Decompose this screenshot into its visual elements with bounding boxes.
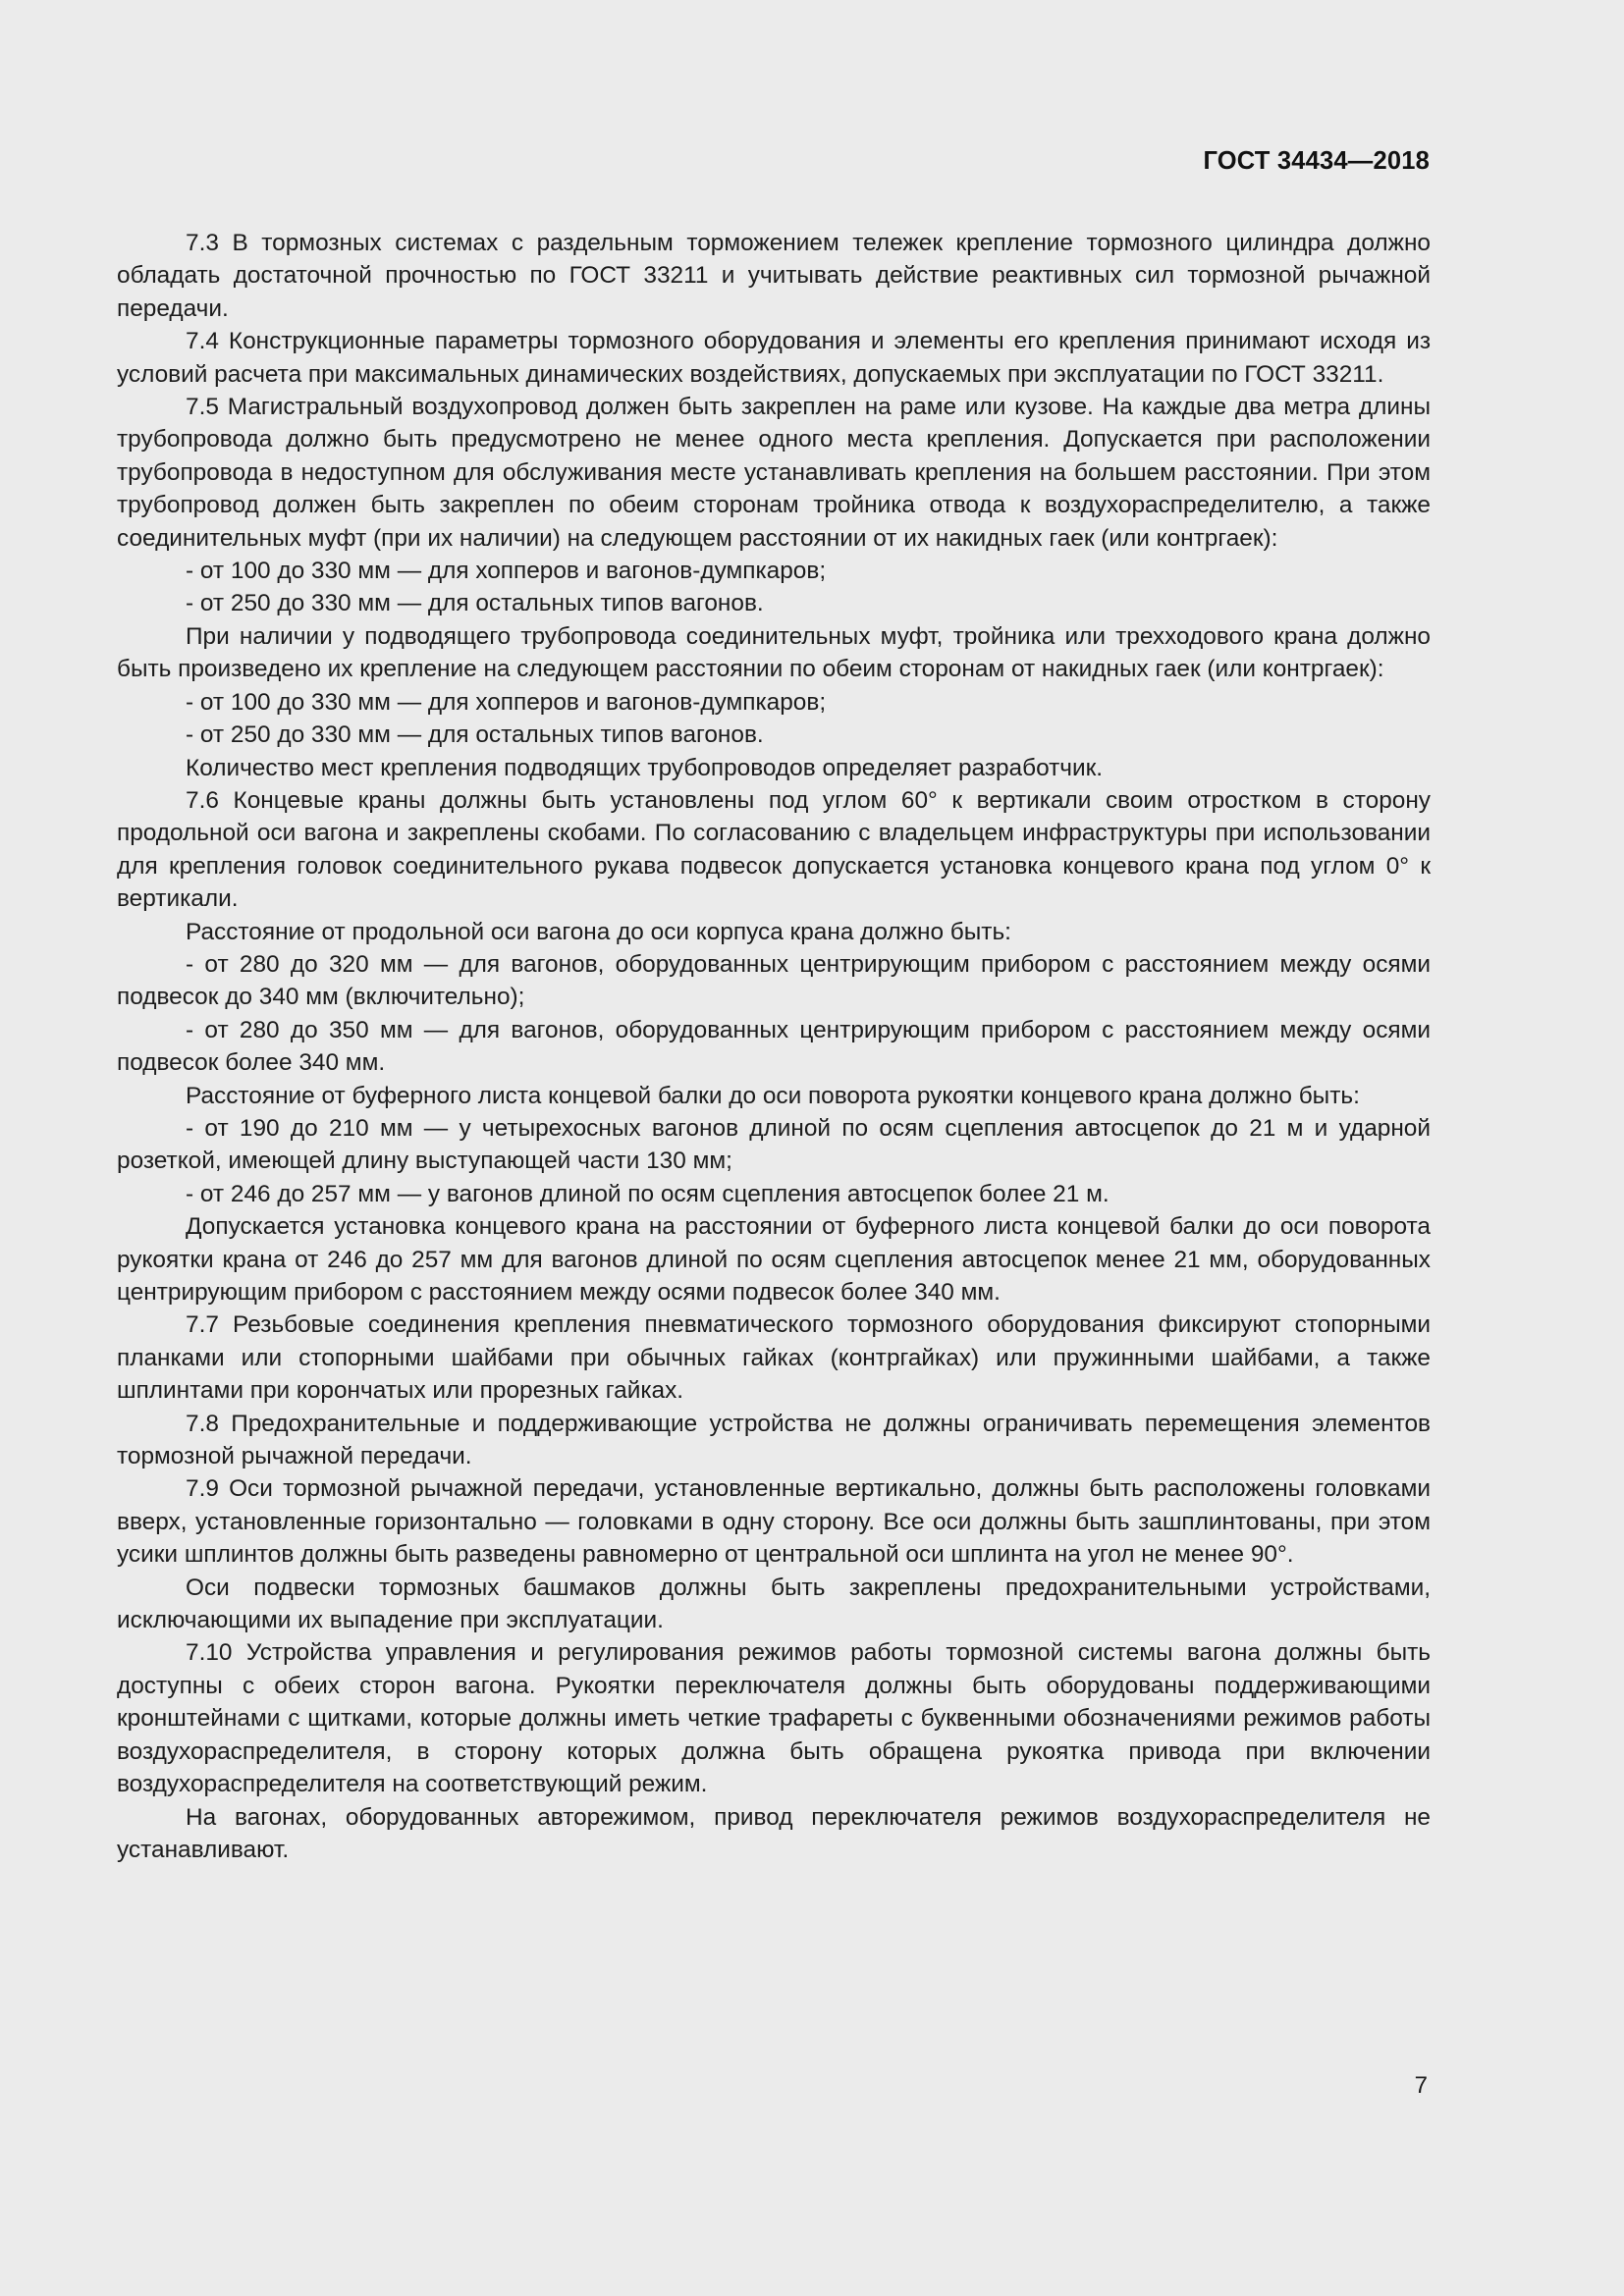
list-item: - от 280 до 320 мм — для вагонов, оборудованных центрирующим прибором с расстоянием между осями подвесок до 340 мм (включительно); [117,950,1431,1011]
paragraph: Расстояние от продольной оси вагона до оси корпуса крана должно быть: [186,918,1011,945]
list-item: - от 280 до 350 мм — для вагонов, оборудованных центрирующим прибором с расстоянием между осями подвесок более 340 мм. [117,1016,1431,1077]
paragraph: Количество мест крепления подводящих трубопроводов определяет разработчик. [186,754,1104,781]
paragraph: При наличии у подводящего трубопровода соединительных муфт, тройника или трехходового крана должно быть произведено их крепление на следующем расстоянии по обеим сторонам от накидных гаек (или контргаек): [117,622,1431,683]
paragraph-7-10: 7.10 Устройства управления и регулирования режимов работы тормозной системы вагона должны быть доступны с обеих сторон вагона. Рукоятки переключателя должны быть оборудованы поддерживающими кронштейнами с щитками, которые должны иметь четкие трафареты с буквенными обозначениями режимов работы воздухораспределителя, в сторону которых должна быть обращена рукоятка привода при включении воздухораспределителя на соответствующий режим. [117,1639,1431,1798]
paragraph-7-6: 7.6 Концевые краны должны быть установлены под углом 60° к вертикали своим отростком в сторону продольной оси вагона и закреплены скобами. По согласованию с владельцем инфраструктуры при использовании для крепления головок соединительного рукава подвесок допускается установка концевого крана под углом 0° к вертикали. [117,786,1431,913]
paragraph: Оси подвески тормозных башмаков должны быть закреплены предохранительными устройствами, исключающими их выпадение при эксплуатации. [117,1574,1431,1634]
list-item: - от 100 до 330 мм — для хопперов и вагонов-думпкаров; [186,688,827,716]
list-item: - от 246 до 257 мм — у вагонов длиной по осям сцепления автосцепок более 21 м. [186,1180,1110,1207]
page-number: 7 [1414,2072,1428,2099]
paragraph: На вагонах, оборудованных авторежимом, привод переключателя режимов воздухораспределителя не устанавливают. [117,1803,1431,1863]
list-item: - от 250 до 330 мм — для остальных типов вагонов. [186,721,764,749]
paragraph-7-3: 7.3 В тормозных системах с раздельным торможением тележек крепление тормозного цилиндра должно обладать достаточной прочностью по ГОСТ 33211 и учитывать действие реактивных сил тормозной рычажной передачи. [117,230,1431,322]
paragraph: Допускается установка концевого крана на расстоянии от буферного листа концевой балки до оси поворота рукоятки крана от 246 до 257 мм для вагонов длиной по осям сцепления автосцепок менее 21 мм, оборудованных центрирующим прибором с расстоянием между осями подвесок более 340 мм. [117,1213,1431,1306]
paragraph-7-9: 7.9 Оси тормозной рычажной передачи, установленные вертикально, должны быть расположены головками вверх, установленные горизонтально — головками в одну сторону. Все оси должны быть зашплинтованы, при этом усики шплинтов должны быть разведены равномерно от центральной оси шплинта на угол не менее 90°. [117,1475,1431,1569]
document-code-header: ГОСТ 34434—2018 [1203,147,1430,175]
list-item: - от 190 до 210 мм — у четырехосных вагонов длиной по осям сцепления автосцепок до 21 м и ударной розеткой, имеющей длину выступающей части 130 мм; [117,1114,1431,1175]
list-item: - от 250 до 330 мм — для остальных типов вагонов. [186,590,764,617]
paragraph-7-5: 7.5 Магистральный воздухопровод должен быть закреплен на раме или кузове. На каждые два метра длины трубопровода должно быть предусмотрено не менее одного места крепления. Допускается при расположении трубопровода в недоступном для обслуживания месте устанавливать крепления на большем расстоянии. При этом трубопровод должен быть закреплен по обеим сторонам тройника отвода к воздухораспределителю, а также соединительных муфт (при их наличии) на следующем расстоянии от их накидных гаек (или контргаек): [117,394,1431,552]
paragraph-7-8: 7.8 Предохранительные и поддерживающие устройства не должны ограничивать перемещения элементов тормозной рычажной передачи. [117,1410,1431,1470]
paragraph-7-4: 7.4 Конструкционные параметры тормозного оборудования и элементы его крепления принимают исходя из условий расчета при максимальных динамических воздействиях, допускаемых при эксплуатации по ГОСТ 33211. [117,328,1431,388]
paragraph-7-7: 7.7 Резьбовые соединения крепления пневматического тормозного оборудования фиксируют стопорными планками или стопорными шайбами при обычных гайках (контргайках) или пружинными шайбами, а также шплинтами при корончатых или прорезных гайках. [117,1311,1431,1405]
paragraph: Расстояние от буферного листа концевой балки до оси поворота рукоятки концевого крана должно быть: [186,1082,1360,1109]
list-item: - от 100 до 330 мм — для хопперов и вагонов-думпкаров; [186,558,827,585]
document-body [117,227,1431,1866]
